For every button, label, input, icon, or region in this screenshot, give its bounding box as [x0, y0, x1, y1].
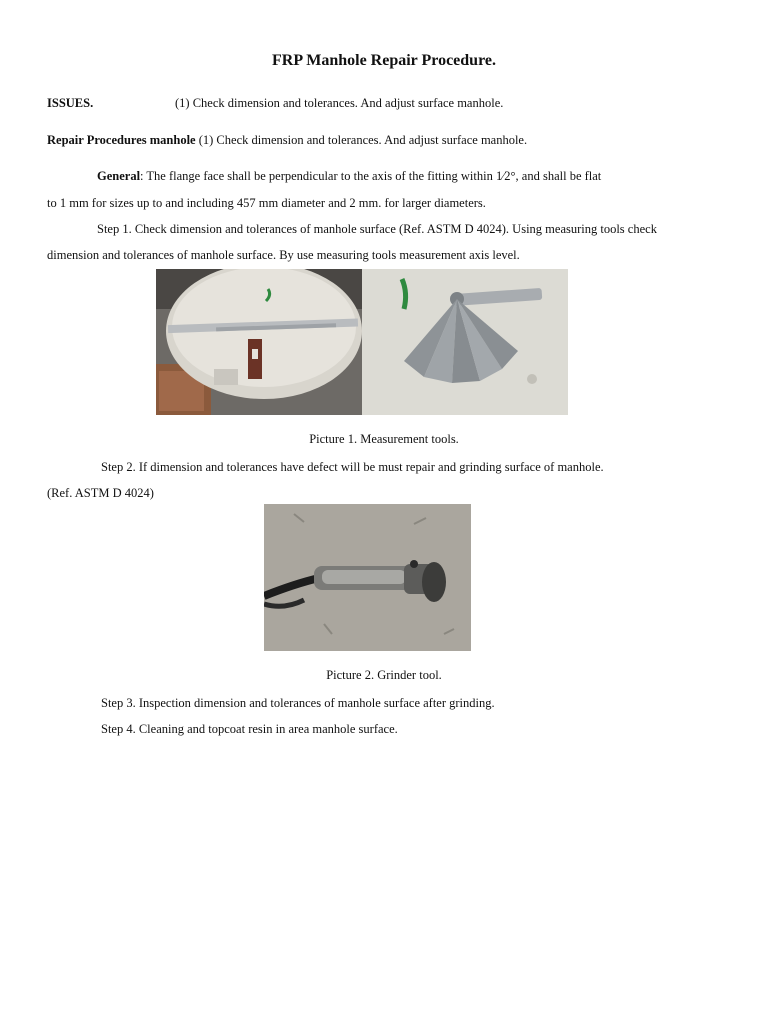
issues-label: ISSUES.	[47, 96, 94, 110]
issues-row	[47, 95, 93, 111]
step2-line1: Step 2. If dimension and tolerances have defect will be must repair and grinding surface of manhole.	[101, 460, 604, 474]
step1-line1: Step 1. Check dimension and tolerances of manhole surface (Ref. ASTM D 4024). Using measuring tools check	[97, 222, 657, 236]
issues-text: (1) Check dimension and tolerances. And adjust surface manhole.	[175, 96, 504, 110]
page-title: FRP Manhole Repair Procedure.	[272, 52, 496, 69]
grinder-photo	[264, 504, 471, 651]
general-line2: to 1 mm for sizes up to and including 457 mm diameter and 2 mm. for larger diameters.	[47, 196, 486, 210]
repair-text: (1) Check dimension and tolerances. And adjust surface manhole.	[195, 133, 528, 147]
measurement-photo-feeler-gauge	[362, 269, 568, 415]
measurement-photo-ruler	[156, 269, 362, 415]
general-text-a: : The flange face shall be perpendicular to the axis of the fitting within	[140, 169, 496, 183]
step2-line2: (Ref. ASTM D 4024)	[47, 486, 154, 500]
picture1-caption: Picture 1. Measurement tools.	[309, 432, 459, 446]
picture2-caption: Picture 2. Grinder tool.	[326, 668, 442, 682]
step3: Step 3. Inspection dimension and tolerances of manhole surface after grinding.	[101, 696, 495, 710]
general-row	[97, 168, 601, 184]
step4: Step 4. Cleaning and topcoat resin in area manhole surface.	[101, 722, 398, 736]
general-fraction: 1⁄2°	[495, 169, 516, 183]
repair-row	[47, 132, 527, 148]
general-label: General	[97, 169, 141, 183]
repair-label: Repair Procedures manhole	[47, 133, 196, 147]
general-text-b: , and shall be flat	[515, 169, 602, 183]
step1-line2: dimension and tolerances of manhole surface. By use measuring tools measurement axis level.	[47, 248, 520, 262]
